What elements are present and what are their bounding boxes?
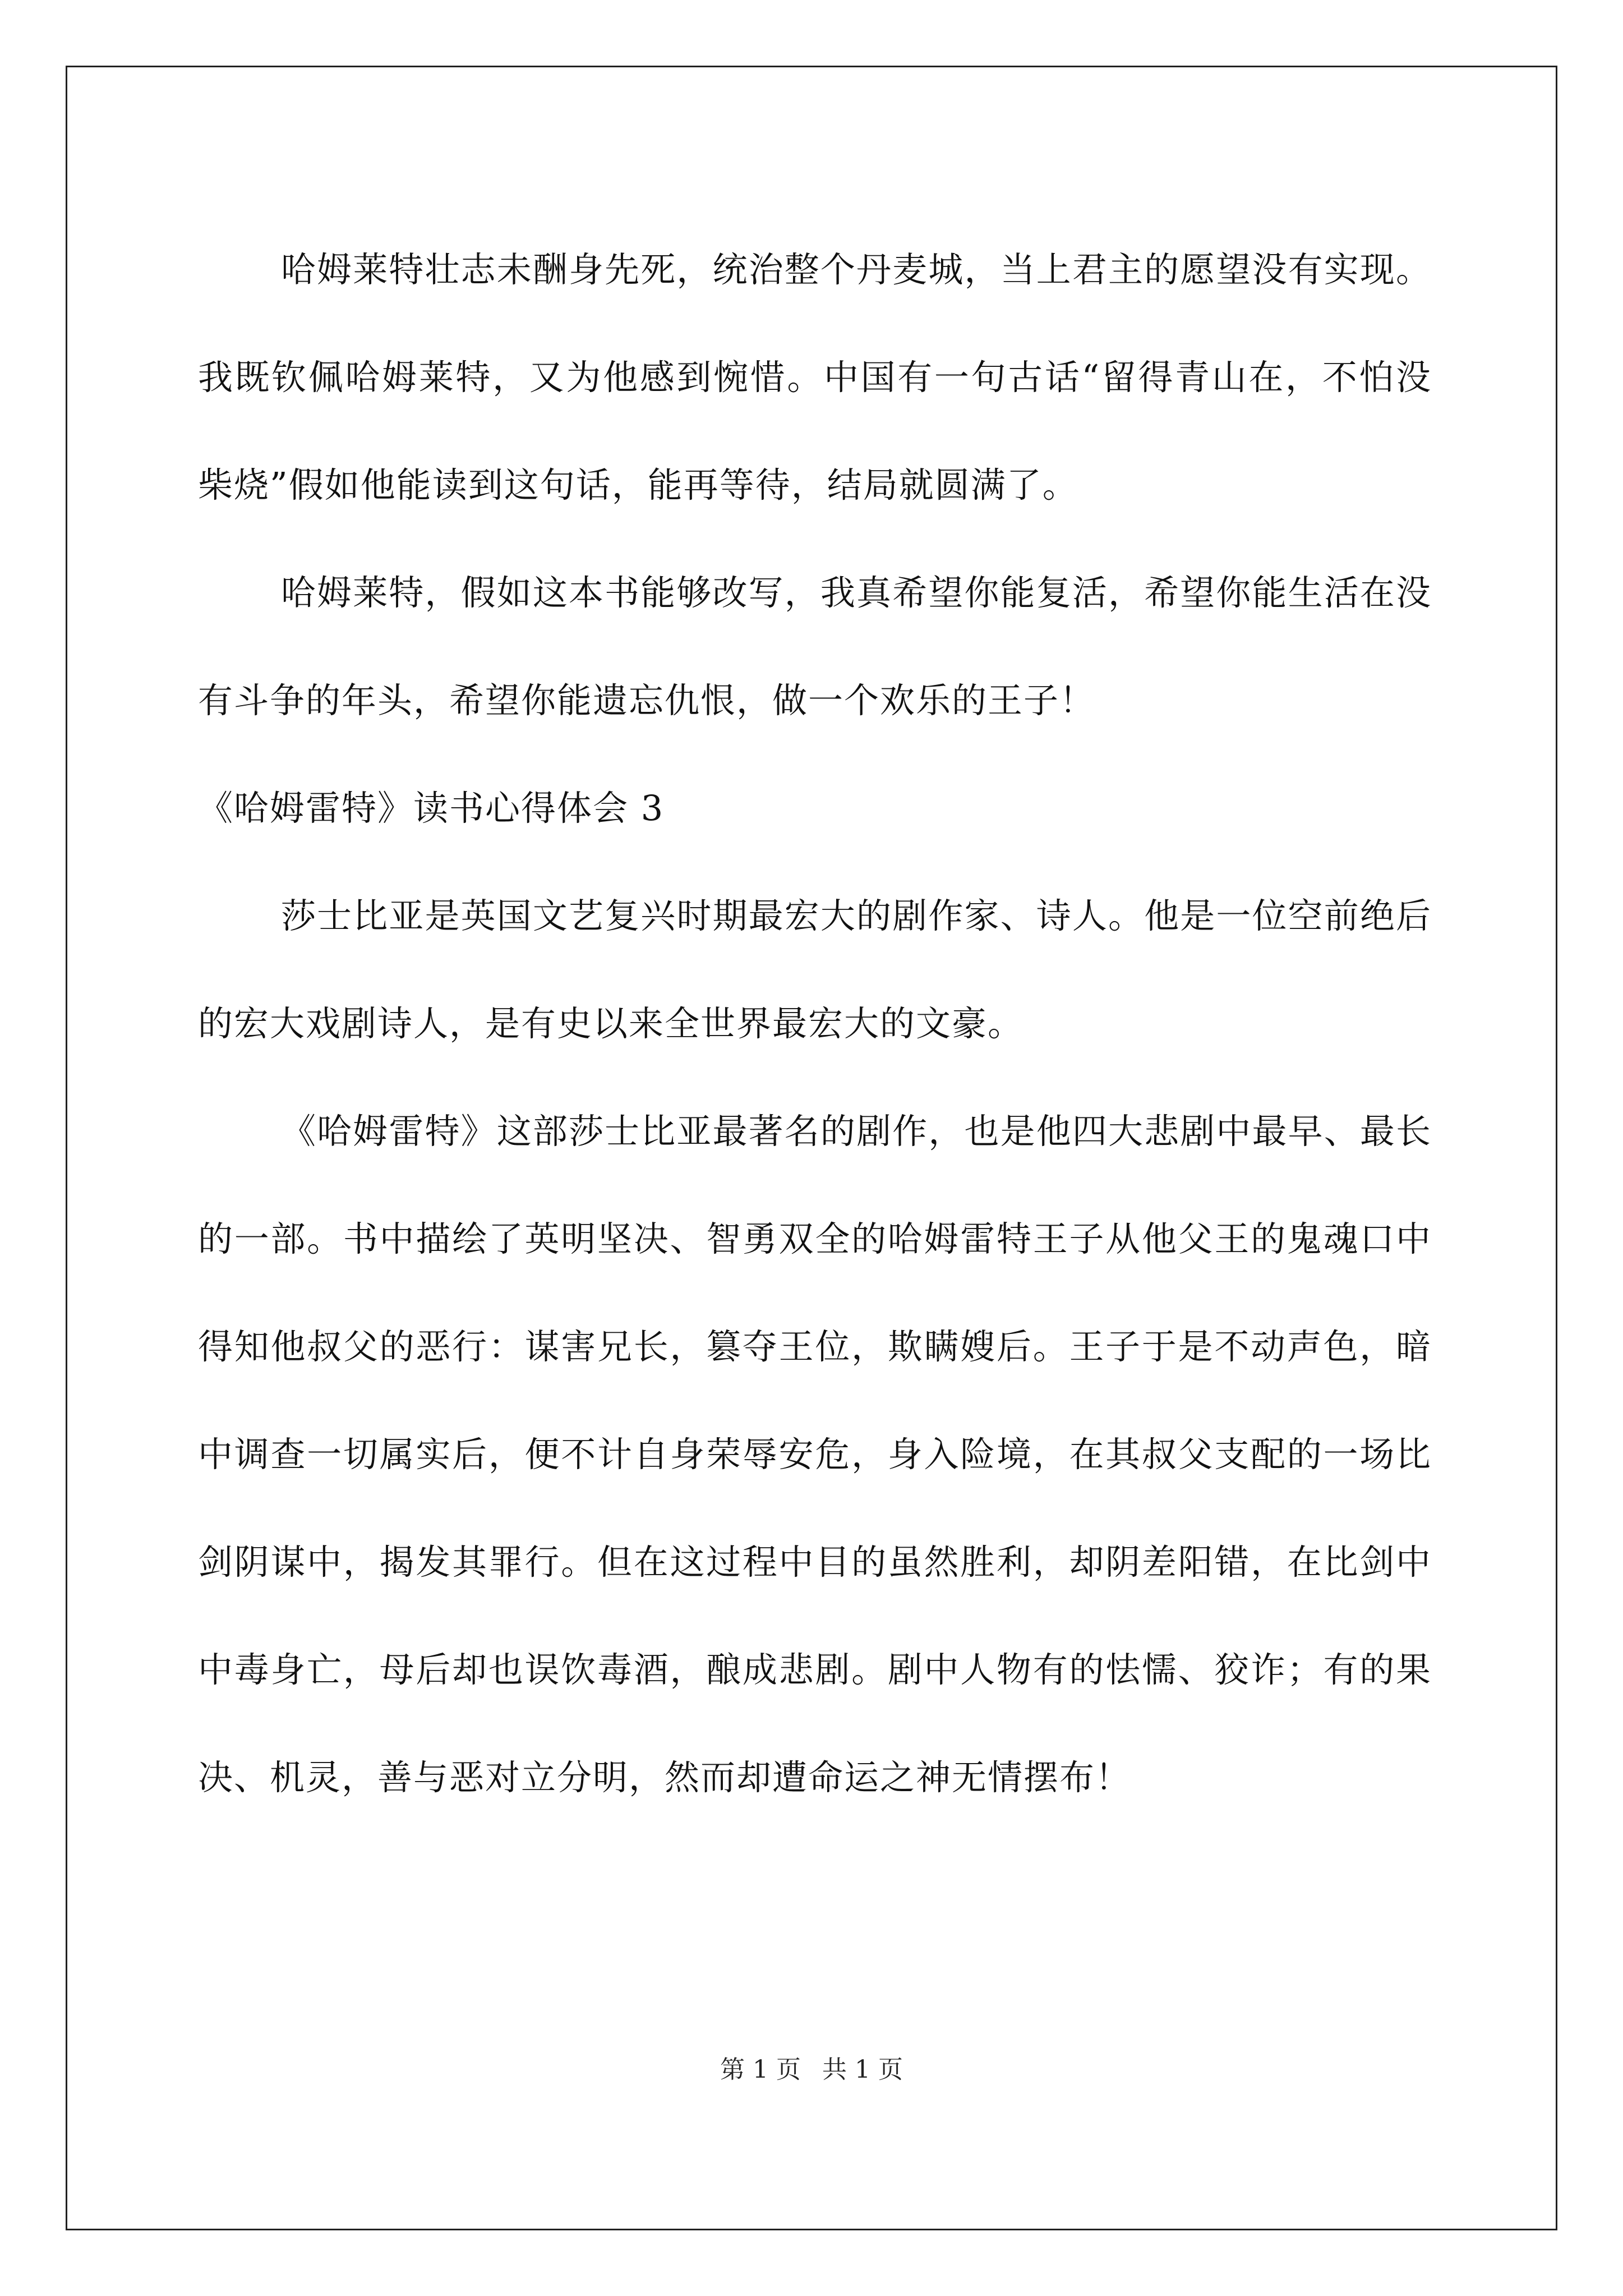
page-number: 第 1 页 [720, 2055, 801, 2084]
section-title: 《哈姆雷特》读书心得体会 3 [198, 788, 665, 829]
paragraph-3: 莎士比亚是英国文艺复兴时期最宏大的剧作家、诗人。他是一位空前绝后的宏大戏剧诗人，是有史以来全世界最宏大的文豪。 [198, 895, 1432, 1044]
paragraph-1: 哈姆莱特壮志未酬身先死，统治整个丹麦城，当上君主的愿望没有实现。我既钦佩哈姆莱特，又为他感到惋惜。中国有一句古话“留得青山在，不怕没柴烧”假如他能读到这句话，能再等待，结局就圆满了。 [198, 249, 1432, 505]
paragraph-4: 《哈姆雷特》这部莎士比亚最著名的剧作，也是他四大悲剧中最早、最长的一部。书中描绘了英明坚决、智勇双全的哈姆雷特王子从他父王的鬼魂口中得知他叔父的恶行：谋害兄长，篡夺王位，欺瞒嫂后。王子于是不动声色，暗中调查一切属实后，便不计自身荣辱安危，身入险境，在其叔父支配的一场比剑阴谋中，揭发其罪行。但在这过程中目的虽然胜利，却阴差阳错，在比剑中中毒身亡，母后却也误饮毒酒，酿成悲剧。剧中人物有的怯懦、狡诈；有的果决、机灵，善与恶对立分明，然而却遭命运之神无情摆布！ [198, 1111, 1432, 1798]
page-footer [0, 2053, 1623, 2087]
paragraph-2: 哈姆莱特，假如这本书能够改写，我真希望你能复活，希望你能生活在没有斗争的年头，希望你能遗忘仇恨，做一个欢乐的王子！ [198, 572, 1432, 721]
page-total: 共 1 页 [822, 2055, 903, 2084]
document-body [198, 216, 1432, 1832]
